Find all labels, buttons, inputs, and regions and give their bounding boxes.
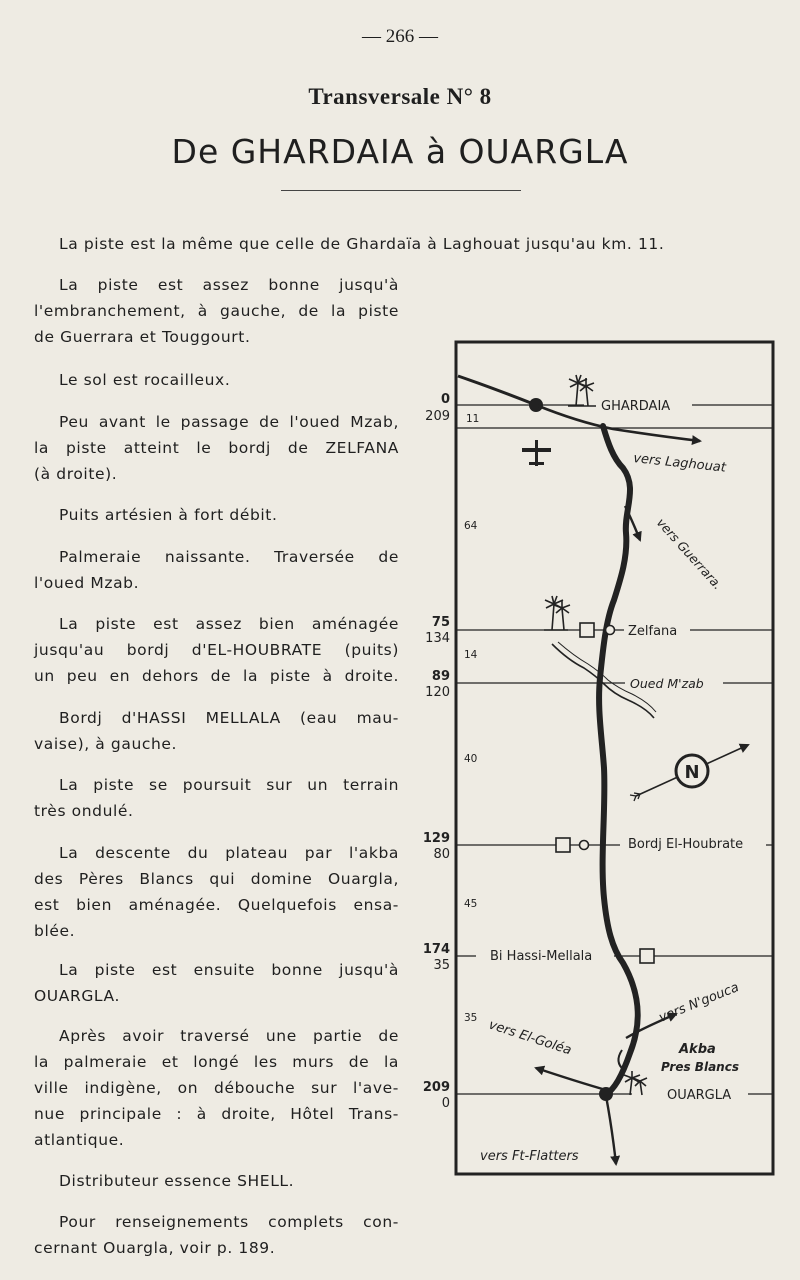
paragraph-line: des Pères Blancs qui domine Ouargla, (34, 870, 399, 888)
km-to: 209 (425, 409, 450, 424)
route-title: De GHARDAIA à OUARGLA (171, 132, 629, 171)
km-to: 120 (425, 685, 450, 700)
station-name: Bi Hassi-Mellala (490, 949, 593, 964)
bordj-icon (640, 949, 654, 963)
paragraph-line: Peu avant le passage de l'oued Mzab, (59, 413, 399, 431)
km-from: 174 (422, 942, 450, 957)
paragraph-line: nue principale : à droite, Hôtel Trans- (34, 1105, 399, 1123)
well-icon (580, 841, 589, 850)
km-from: 89 (431, 669, 450, 684)
paragraph-line: jusqu'au bordj d'EL-HOUBRATE (puits) (34, 641, 399, 659)
paragraph-line: ville indigène, on débouche sur l'ave- (34, 1079, 399, 1097)
paragraph-line: Bordj d'HASSI MELLALA (eau mau- (59, 709, 399, 727)
oued-label: Oued M'zab (630, 676, 704, 691)
station-name: Bordj El-Houbrate (628, 837, 744, 852)
paragraph-line: un peu en dehors de la piste à droite. (34, 667, 399, 685)
guerrara-label: vers Guerrara. (653, 514, 726, 593)
paragraph-line: la piste atteint le bordj de ZELFANA (34, 439, 399, 457)
paragraph-line: la palmeraie et longé les murs de la (34, 1053, 399, 1071)
flatters-branch (606, 1096, 616, 1164)
bordj-icon (556, 838, 570, 852)
paragraph-line: de Guerrara et Touggourt. (34, 328, 251, 346)
paragraph-line: Palmeraie naissante. Traversée de (59, 548, 399, 566)
ngouca-label: vers N'gouca (656, 980, 742, 1026)
km-to: 80 (433, 847, 450, 862)
segment-distance: 35 (464, 1012, 478, 1024)
paragraph: Puits artésien à fort débit. (59, 506, 278, 524)
segment-distance: 11 (466, 413, 480, 425)
paragraph: Le sol est rocailleux. (59, 371, 231, 389)
paragraph-line: La piste se poursuit sur un terrain (59, 776, 399, 794)
km-to: 134 (425, 631, 450, 646)
well-icon (606, 626, 615, 635)
segment-distance: 64 (464, 520, 478, 532)
km-from: 0 (440, 392, 450, 407)
elgolea-label: vers El-Goléa (486, 1017, 574, 1059)
paragraph-line: Après avoir traversé une partie de (59, 1027, 399, 1045)
laghouat-label: vers Laghouat (632, 451, 727, 476)
km-from-labels (423, 392, 450, 1095)
paragraph-line: OUARGLA. (34, 987, 120, 1005)
ouargla-marker (599, 1087, 613, 1101)
paragraph: La piste est la même que celle de Ghardaïa à Laghouat jusqu'au km. 11. (59, 235, 665, 253)
paragraph-line: l'oued Mzab. (34, 574, 140, 592)
palm-icon (544, 596, 570, 630)
paragraph-line: (à droite). (34, 465, 118, 483)
paragraph-line: vaise), à gauche. (34, 735, 178, 753)
section-title: Transversale N° 8 (308, 84, 492, 109)
paragraph-line: blée. (34, 922, 76, 940)
km-from: 129 (422, 831, 450, 846)
paragraph-line: très ondulé. (34, 802, 134, 820)
km-from: 75 (431, 615, 450, 630)
segment-distance: 40 (464, 753, 478, 765)
km-to: 35 (433, 958, 450, 973)
segment-labels (464, 413, 479, 1024)
bordj-icon (580, 623, 594, 637)
route-start-line (458, 376, 536, 405)
km-from: 209 (422, 1080, 450, 1095)
akba-label-2: Pres Blancs (661, 1060, 739, 1074)
paragraph-line: Pour renseignements complets con- (59, 1213, 399, 1231)
paragraph-line: atlantique. (34, 1131, 125, 1149)
station-name: OUARGLA (667, 1088, 732, 1103)
station-name: GHARDAIA (601, 399, 671, 414)
km-to: 0 (441, 1096, 450, 1111)
title-rule (281, 190, 521, 191)
paragraph-line: La piste est ensuite bonne jusqu'à (59, 961, 399, 979)
paragraph-line: l'embranchement, à gauche, de la piste (34, 302, 399, 320)
elgolea-branch (536, 1068, 606, 1090)
page-number: — 266 — (362, 26, 438, 47)
paragraph-line: La piste est assez bonne jusqu'à (59, 276, 399, 294)
airfield-icon (522, 440, 551, 466)
akba-label: Akba (679, 1042, 716, 1057)
paragraph-line: est bien aménagée. Quelquefois ensa- (34, 896, 399, 914)
paragraph-line: La descente du plateau par l'akba (59, 844, 399, 862)
route-map (418, 338, 780, 1180)
paragraph-line: La piste est assez bien aménagée (59, 615, 399, 633)
segment-distance: 45 (464, 898, 478, 910)
flatters-label: vers Ft-Flatters (480, 1149, 579, 1164)
compass-icon (630, 745, 748, 801)
paragraph: Distributeur essence SHELL. (59, 1172, 295, 1190)
paragraph-line: cernant Ouargla, voir p. 189. (34, 1239, 276, 1257)
station-name: Zelfana (628, 624, 678, 639)
main-route (599, 426, 638, 1094)
compass-north-label: N (684, 762, 700, 783)
segment-distance: 14 (464, 649, 478, 661)
km-to-labels (422, 409, 450, 1111)
